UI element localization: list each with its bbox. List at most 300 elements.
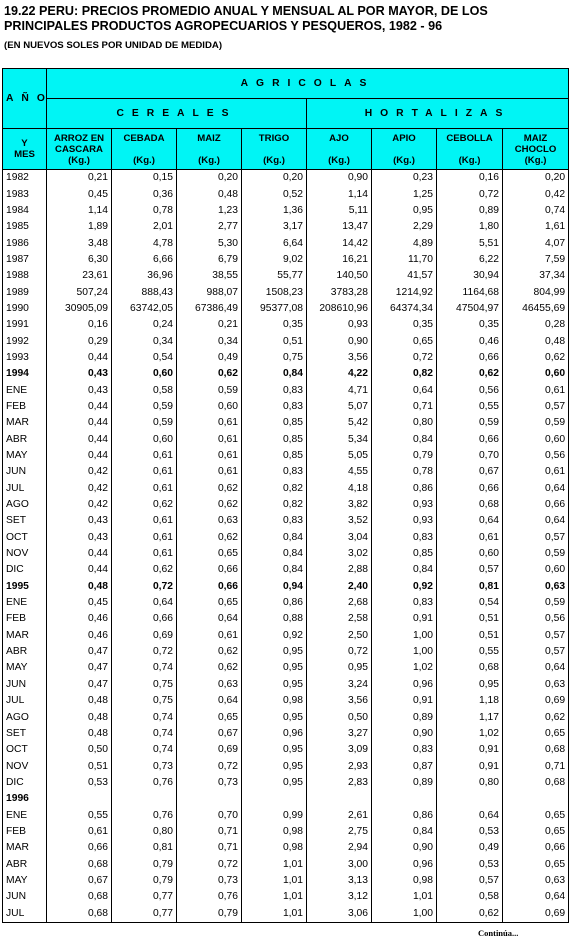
header-hortalizas: HORTALIZAS bbox=[307, 99, 569, 129]
table-body bbox=[3, 170, 569, 923]
table-cell: 804,99 bbox=[503, 284, 569, 300]
table-cell: 3,12 bbox=[307, 889, 372, 905]
table-cell: 0,98 bbox=[242, 824, 307, 840]
table-cell: 0,57 bbox=[503, 644, 569, 660]
table-cell: 0,44 bbox=[47, 432, 112, 448]
table-cell: 0,78 bbox=[112, 203, 177, 219]
table-cell: 0,95 bbox=[242, 677, 307, 693]
table-cell: 0,73 bbox=[112, 758, 177, 774]
table-cell: 0,28 bbox=[503, 317, 569, 333]
table-row bbox=[3, 562, 569, 578]
table-cell: 0,73 bbox=[177, 775, 242, 791]
table-cell: 2,88 bbox=[307, 562, 372, 578]
table-cell: 0,44 bbox=[47, 546, 112, 562]
table-cell: 3,02 bbox=[307, 546, 372, 562]
table-cell: 2,83 bbox=[307, 775, 372, 791]
table-cell: 0,83 bbox=[372, 530, 437, 546]
table-cell: 0,89 bbox=[437, 203, 503, 219]
column-header: TRIGO (Kg.) bbox=[242, 129, 307, 170]
table-cell: 16,21 bbox=[307, 252, 372, 268]
row-label: MAR bbox=[3, 628, 47, 644]
table-cell: 0,79 bbox=[177, 905, 242, 922]
table-cell: 0,74 bbox=[112, 660, 177, 676]
table-cell: 3,04 bbox=[307, 530, 372, 546]
table-cell: 0,65 bbox=[503, 726, 569, 742]
table-cell: 4,22 bbox=[307, 366, 372, 382]
table-cell: 0,34 bbox=[112, 333, 177, 349]
table-cell: 0,62 bbox=[177, 530, 242, 546]
table-cell: 0,45 bbox=[47, 595, 112, 611]
table-cell: 0,50 bbox=[47, 742, 112, 758]
table-cell: 0,61 bbox=[112, 530, 177, 546]
table-cell: 0,67 bbox=[177, 726, 242, 742]
table-cell: 0,94 bbox=[242, 579, 307, 595]
table-cell: 0,95 bbox=[372, 203, 437, 219]
table-cell: 0,73 bbox=[177, 873, 242, 889]
table-cell: 0,96 bbox=[242, 726, 307, 742]
table-cell: 0,54 bbox=[112, 350, 177, 366]
table-cell: 0,64 bbox=[177, 611, 242, 627]
row-label: ABR bbox=[3, 432, 47, 448]
table-cell bbox=[47, 791, 112, 807]
table-cell: 0,72 bbox=[112, 644, 177, 660]
table-cell: 0,98 bbox=[372, 873, 437, 889]
table-cell: 0,53 bbox=[437, 856, 503, 872]
table-cell: 0,60 bbox=[112, 366, 177, 382]
table-cell: 0,59 bbox=[503, 595, 569, 611]
table-row bbox=[3, 726, 569, 742]
table-cell: 0,76 bbox=[177, 889, 242, 905]
table-cell: 0,59 bbox=[112, 415, 177, 431]
table-cell: 0,44 bbox=[47, 448, 112, 464]
table-cell: 0,47 bbox=[47, 677, 112, 693]
table-cell: 1,17 bbox=[437, 709, 503, 725]
row-label: OCT bbox=[3, 742, 47, 758]
table-cell: 11,70 bbox=[372, 252, 437, 268]
table-cell: 0,65 bbox=[503, 856, 569, 872]
table-cell: 23,61 bbox=[47, 268, 112, 284]
table-cell: 0,60 bbox=[503, 366, 569, 382]
table-cell: 0,69 bbox=[503, 905, 569, 922]
table-cell: 55,77 bbox=[242, 268, 307, 284]
table-cell: 0,95 bbox=[242, 775, 307, 791]
table-cell: 0,47 bbox=[47, 644, 112, 660]
table-cell: 4,55 bbox=[307, 464, 372, 480]
table-row bbox=[3, 791, 569, 807]
table-cell: 0,68 bbox=[47, 856, 112, 872]
table-row bbox=[3, 203, 569, 219]
table-cell: 0,93 bbox=[372, 513, 437, 529]
table-cell: 0,58 bbox=[112, 382, 177, 398]
table-cell: 5,42 bbox=[307, 415, 372, 431]
row-label: OCT bbox=[3, 530, 47, 546]
table-row bbox=[3, 219, 569, 235]
table-cell: 0,74 bbox=[112, 742, 177, 758]
row-label: 1983 bbox=[3, 186, 47, 202]
table-cell: 2,40 bbox=[307, 579, 372, 595]
table-cell: 0,96 bbox=[372, 677, 437, 693]
table-cell: 0,65 bbox=[177, 709, 242, 725]
header-ano: AÑO bbox=[3, 69, 47, 129]
table-cell: 9,02 bbox=[242, 252, 307, 268]
table-cell: 0,62 bbox=[177, 497, 242, 513]
table-cell: 1164,68 bbox=[437, 284, 503, 300]
row-label: NOV bbox=[3, 546, 47, 562]
table-cell: 0,45 bbox=[47, 186, 112, 202]
table-cell: 67386,49 bbox=[177, 301, 242, 317]
table-cell: 0,95 bbox=[307, 660, 372, 676]
table-cell: 0,61 bbox=[177, 628, 242, 644]
table-row bbox=[3, 873, 569, 889]
table-cell: 0,66 bbox=[177, 562, 242, 578]
table-cell: 0,82 bbox=[372, 366, 437, 382]
table-cell: 6,66 bbox=[112, 252, 177, 268]
table-row bbox=[3, 350, 569, 366]
column-header: APIO (Kg.) bbox=[372, 129, 437, 170]
table-cell: 0,98 bbox=[242, 840, 307, 856]
table-cell: 1,01 bbox=[242, 905, 307, 922]
table-cell: 0,67 bbox=[47, 873, 112, 889]
table-cell: 0,64 bbox=[437, 513, 503, 529]
row-label: MAR bbox=[3, 415, 47, 431]
table-cell: 1214,92 bbox=[372, 284, 437, 300]
row-label: ENE bbox=[3, 807, 47, 823]
table-cell: 0,66 bbox=[437, 481, 503, 497]
table-cell: 0,92 bbox=[242, 628, 307, 644]
table-cell: 5,07 bbox=[307, 399, 372, 415]
table-cell: 0,56 bbox=[503, 448, 569, 464]
table-cell: 0,82 bbox=[242, 497, 307, 513]
table-row bbox=[3, 432, 569, 448]
table-cell: 0,96 bbox=[372, 856, 437, 872]
table-cell: 0,74 bbox=[112, 709, 177, 725]
row-label: 1989 bbox=[3, 284, 47, 300]
row-label: 1990 bbox=[3, 301, 47, 317]
table-cell: 0,55 bbox=[437, 399, 503, 415]
table-cell: 0,83 bbox=[242, 513, 307, 529]
table-cell: 3,56 bbox=[307, 350, 372, 366]
table-cell: 0,46 bbox=[47, 611, 112, 627]
table-cell: 1,00 bbox=[372, 905, 437, 922]
table-cell: 0,85 bbox=[372, 546, 437, 562]
row-label: NOV bbox=[3, 758, 47, 774]
table-cell: 0,64 bbox=[112, 595, 177, 611]
table-cell: 0,59 bbox=[437, 415, 503, 431]
table-cell: 0,24 bbox=[112, 317, 177, 333]
table-cell: 0,85 bbox=[242, 432, 307, 448]
page-title: 19.22 PERU: PRECIOS PROMEDIO ANUAL Y MENSUAL AL POR MAYOR, DE LOS PRINCIPALES PRODUCTOS AGROPECUARIOS Y PESQUEROS, 1982 - 96 bbox=[4, 4, 488, 33]
table-cell: 0,80 bbox=[372, 415, 437, 431]
table-cell: 507,24 bbox=[47, 284, 112, 300]
table-cell: 3,17 bbox=[242, 219, 307, 235]
table-cell: 0,44 bbox=[47, 415, 112, 431]
row-label: ENE bbox=[3, 595, 47, 611]
table-cell: 0,75 bbox=[242, 350, 307, 366]
row-label: ABR bbox=[3, 856, 47, 872]
table-cell: 0,57 bbox=[437, 562, 503, 578]
table-cell: 0,68 bbox=[503, 775, 569, 791]
table-cell: 988,07 bbox=[177, 284, 242, 300]
table-cell: 0,61 bbox=[112, 481, 177, 497]
table-cell: 0,42 bbox=[47, 481, 112, 497]
table-cell: 0,72 bbox=[437, 186, 503, 202]
table-cell: 0,90 bbox=[372, 840, 437, 856]
table-cell: 0,59 bbox=[177, 382, 242, 398]
table-cell bbox=[372, 791, 437, 807]
table-row bbox=[3, 677, 569, 693]
table-cell: 1,01 bbox=[242, 889, 307, 905]
table-cell: 0,72 bbox=[112, 579, 177, 595]
table-cell: 0,81 bbox=[437, 579, 503, 595]
table-cell: 0,91 bbox=[437, 742, 503, 758]
row-label: ABR bbox=[3, 644, 47, 660]
table-cell: 0,80 bbox=[437, 775, 503, 791]
table-cell: 0,84 bbox=[242, 562, 307, 578]
table-cell: 0,68 bbox=[437, 660, 503, 676]
header-ymes: Y MES bbox=[3, 129, 47, 170]
table-cell: 1,02 bbox=[437, 726, 503, 742]
table-cell: 0,87 bbox=[372, 758, 437, 774]
table-row bbox=[3, 758, 569, 774]
row-label: 1991 bbox=[3, 317, 47, 333]
table-cell: 0,65 bbox=[177, 595, 242, 611]
column-header: ARROZ EN CASCARA (Kg.) bbox=[47, 129, 112, 170]
row-label: 1986 bbox=[3, 235, 47, 251]
table-cell: 0,83 bbox=[372, 742, 437, 758]
table-cell: 0,62 bbox=[503, 709, 569, 725]
row-label: 1988 bbox=[3, 268, 47, 284]
table-cell: 4,78 bbox=[112, 235, 177, 251]
table-cell: 0,61 bbox=[177, 448, 242, 464]
table-cell: 0,44 bbox=[47, 350, 112, 366]
table-cell: 0,63 bbox=[503, 873, 569, 889]
table-cell: 0,68 bbox=[437, 497, 503, 513]
table-cell: 0,66 bbox=[437, 350, 503, 366]
table-cell: 2,77 bbox=[177, 219, 242, 235]
row-label: 1982 bbox=[3, 170, 47, 187]
table-cell: 2,58 bbox=[307, 611, 372, 627]
table-cell: 0,23 bbox=[372, 170, 437, 187]
table-row bbox=[3, 301, 569, 317]
table-cell: 0,65 bbox=[177, 546, 242, 562]
table-cell: 37,34 bbox=[503, 268, 569, 284]
row-label: AGO bbox=[3, 497, 47, 513]
table-row bbox=[3, 464, 569, 480]
table-row bbox=[3, 497, 569, 513]
table-row bbox=[3, 415, 569, 431]
table-cell: 0,46 bbox=[437, 333, 503, 349]
table-cell: 3,82 bbox=[307, 497, 372, 513]
table-cell: 0,44 bbox=[47, 562, 112, 578]
table-cell: 0,64 bbox=[503, 481, 569, 497]
table-cell: 0,70 bbox=[177, 807, 242, 823]
table-cell: 888,43 bbox=[112, 284, 177, 300]
table-cell: 0,83 bbox=[372, 595, 437, 611]
table-cell: 0,90 bbox=[307, 170, 372, 187]
table-cell: 0,90 bbox=[307, 333, 372, 349]
row-label: SET bbox=[3, 726, 47, 742]
table-cell: 0,48 bbox=[47, 726, 112, 742]
table-cell: 0,57 bbox=[503, 399, 569, 415]
table-row bbox=[3, 709, 569, 725]
table-cell: 0,63 bbox=[503, 579, 569, 595]
table-cell: 0,21 bbox=[47, 170, 112, 187]
table-cell: 13,47 bbox=[307, 219, 372, 235]
table-row bbox=[3, 807, 569, 823]
column-header: CEBOLLA (Kg.) bbox=[437, 129, 503, 170]
table-cell: 1,25 bbox=[372, 186, 437, 202]
table-cell: 1,23 bbox=[177, 203, 242, 219]
table-cell: 0,47 bbox=[47, 660, 112, 676]
table-cell: 0,90 bbox=[372, 726, 437, 742]
column-header: CEBADA (Kg.) bbox=[112, 129, 177, 170]
table-cell: 0,56 bbox=[437, 382, 503, 398]
row-label: FEB bbox=[3, 611, 47, 627]
table-row bbox=[3, 824, 569, 840]
table-cell: 0,62 bbox=[503, 350, 569, 366]
table-cell: 0,64 bbox=[503, 889, 569, 905]
table-cell: 0,63 bbox=[503, 677, 569, 693]
table-row bbox=[3, 693, 569, 709]
row-label: SET bbox=[3, 513, 47, 529]
table-cell: 0,48 bbox=[503, 333, 569, 349]
table-cell: 0,84 bbox=[372, 562, 437, 578]
table-row bbox=[3, 595, 569, 611]
table-cell: 0,82 bbox=[242, 481, 307, 497]
table-cell: 36,96 bbox=[112, 268, 177, 284]
table-cell: 0,42 bbox=[47, 464, 112, 480]
table-cell bbox=[112, 791, 177, 807]
table-cell: 0,21 bbox=[177, 317, 242, 333]
table-cell: 0,61 bbox=[112, 464, 177, 480]
table-cell: 0,49 bbox=[437, 840, 503, 856]
table-cell: 1,18 bbox=[437, 693, 503, 709]
table-cell: 0,86 bbox=[242, 595, 307, 611]
table-cell: 0,66 bbox=[503, 497, 569, 513]
table-cell: 3,48 bbox=[47, 235, 112, 251]
row-label: JUN bbox=[3, 677, 47, 693]
table-cell: 5,51 bbox=[437, 235, 503, 251]
table-cell: 0,85 bbox=[242, 448, 307, 464]
table-cell: 14,42 bbox=[307, 235, 372, 251]
table-cell: 140,50 bbox=[307, 268, 372, 284]
continues-note: Continúa... bbox=[478, 928, 519, 938]
table-cell: 1,80 bbox=[437, 219, 503, 235]
table-cell: 0,65 bbox=[503, 824, 569, 840]
table-cell: 0,62 bbox=[177, 366, 242, 382]
table-cell: 30905,09 bbox=[47, 301, 112, 317]
table-cell: 1,00 bbox=[372, 644, 437, 660]
table-cell: 0,84 bbox=[242, 366, 307, 382]
row-label: JUN bbox=[3, 464, 47, 480]
table-cell bbox=[503, 791, 569, 807]
table-cell: 0,61 bbox=[177, 432, 242, 448]
table-cell: 0,89 bbox=[372, 709, 437, 725]
table-cell: 0,79 bbox=[112, 873, 177, 889]
table-cell: 0,86 bbox=[372, 481, 437, 497]
header-agricolas: AGRICOLAS bbox=[47, 69, 569, 99]
table-cell: 0,67 bbox=[437, 464, 503, 480]
table-row bbox=[3, 546, 569, 562]
table-cell: 0,74 bbox=[503, 203, 569, 219]
table-cell: 6,30 bbox=[47, 252, 112, 268]
table-cell: 0,98 bbox=[242, 693, 307, 709]
table-cell: 30,94 bbox=[437, 268, 503, 284]
table-cell bbox=[177, 791, 242, 807]
table-cell: 0,59 bbox=[503, 415, 569, 431]
table-cell: 0,60 bbox=[503, 432, 569, 448]
table-cell: 0,70 bbox=[437, 448, 503, 464]
table-cell: 3,00 bbox=[307, 856, 372, 872]
table-cell: 0,71 bbox=[177, 840, 242, 856]
table-cell: 3,06 bbox=[307, 905, 372, 922]
table-cell: 0,65 bbox=[372, 333, 437, 349]
table-cell: 0,68 bbox=[47, 889, 112, 905]
table-cell: 0,66 bbox=[177, 579, 242, 595]
table-cell: 0,43 bbox=[47, 382, 112, 398]
table-cell: 0,61 bbox=[112, 448, 177, 464]
table-cell: 0,62 bbox=[437, 905, 503, 922]
table-row bbox=[3, 235, 569, 251]
table-cell: 0,55 bbox=[47, 807, 112, 823]
table-row bbox=[3, 366, 569, 382]
table-cell: 2,93 bbox=[307, 758, 372, 774]
table-row bbox=[3, 382, 569, 398]
table-cell: 0,95 bbox=[242, 660, 307, 676]
table-cell: 0,83 bbox=[242, 464, 307, 480]
table-cell: 6,79 bbox=[177, 252, 242, 268]
table-cell: 0,57 bbox=[503, 530, 569, 546]
page-subtitle: (EN NUEVOS SOLES POR UNIDAD DE MEDIDA) bbox=[4, 40, 223, 51]
table-cell: 0,61 bbox=[112, 513, 177, 529]
table-cell: 0,16 bbox=[47, 317, 112, 333]
table-cell: 0,57 bbox=[503, 628, 569, 644]
table-cell: 0,95 bbox=[242, 709, 307, 725]
table-row bbox=[3, 644, 569, 660]
table-cell: 0,20 bbox=[242, 170, 307, 187]
table-cell: 0,16 bbox=[437, 170, 503, 187]
table-cell: 0,53 bbox=[47, 775, 112, 791]
table-cell: 95377,08 bbox=[242, 301, 307, 317]
table-cell: 0,62 bbox=[112, 497, 177, 513]
table-cell: 0,84 bbox=[372, 824, 437, 840]
table-cell: 2,61 bbox=[307, 807, 372, 823]
row-label: 1985 bbox=[3, 219, 47, 235]
table-cell: 0,80 bbox=[112, 824, 177, 840]
table-cell: 1,14 bbox=[47, 203, 112, 219]
table-cell bbox=[307, 791, 372, 807]
table-cell: 41,57 bbox=[372, 268, 437, 284]
table-cell: 0,66 bbox=[47, 840, 112, 856]
row-label: 1992 bbox=[3, 333, 47, 349]
table-cell: 0,79 bbox=[112, 856, 177, 872]
table-cell: 0,42 bbox=[503, 186, 569, 202]
table-row bbox=[3, 284, 569, 300]
column-header: MAIZ CHOCLO (Kg.) bbox=[503, 129, 569, 170]
row-label: FEB bbox=[3, 824, 47, 840]
table-cell: 4,18 bbox=[307, 481, 372, 497]
row-label: JUL bbox=[3, 481, 47, 497]
row-label: 1993 bbox=[3, 350, 47, 366]
table-cell: 0,66 bbox=[503, 840, 569, 856]
table-cell: 0,72 bbox=[372, 350, 437, 366]
row-label: AGO bbox=[3, 709, 47, 725]
row-label: 1987 bbox=[3, 252, 47, 268]
row-label: MAY bbox=[3, 660, 47, 676]
table-cell: 1508,23 bbox=[242, 284, 307, 300]
table-cell: 0,59 bbox=[503, 546, 569, 562]
table-cell: 1,14 bbox=[307, 186, 372, 202]
